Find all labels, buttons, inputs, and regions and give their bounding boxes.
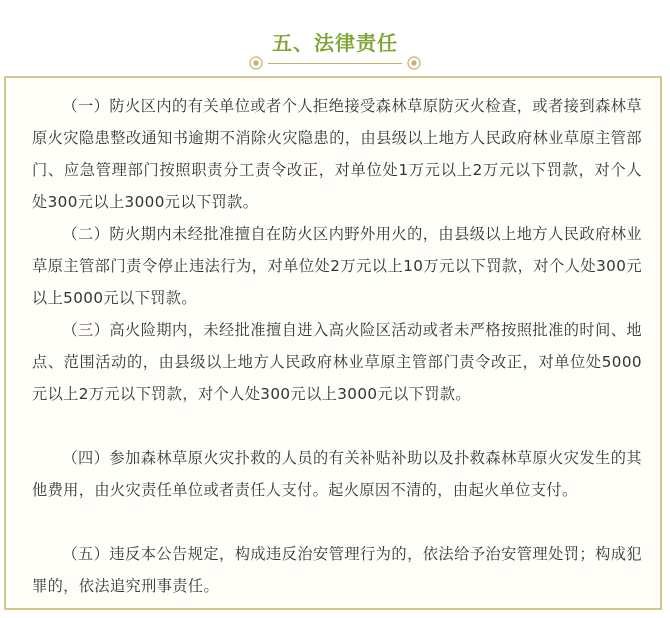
- content-panel: [4, 76, 662, 610]
- paragraph-4: （四）参加森林草原火灾扑救的人员的有关补贴补助以及扑救森林草原火灾发生的其他费用，由火灾责任单位或者责任人支付。起火原因不清的，由起火单位支付。: [32, 449, 642, 499]
- ornament-circle-right-icon: [407, 56, 421, 70]
- ornament-circle-left-icon: [249, 56, 263, 70]
- paragraph-2: （二）防火期内未经批准擅自在防火区内野外用火的，由县级以上地方人民政府林业草原主管部门责令停止违法行为，对单位处2万元以上10万元以下罚款，对个人处300元以上5000元以下罚款。: [32, 225, 642, 307]
- paragraph-1: （一）防火区内的有关单位或者个人拒绝接受森林草原防灭火检查，或者接到森林草原火灾隐患整改通知书逾期不消除火灾隐患的，由县级以上地方人民政府林业草原主管部门、应急管理部门按照职责分工责令改正，对单位处1万元以上2万元以下罚款，对个人处300元以上3000元以下罚款。: [32, 97, 642, 211]
- section-title: 五、法律责任: [272, 31, 398, 55]
- section-header: [0, 0, 670, 76]
- paragraph-5: （五）违反本公告规定，构成违反治安管理行为的，依法给予治安管理处罚；构成犯罪的，依法追究刑事责任。: [32, 545, 642, 595]
- title-divider-line: [268, 63, 402, 64]
- paragraph-3: （三）高火险期内，未经批准擅自进入高火险区活动或者未严格按照批准的时间、地点、范围活动的，由县级以上地方人民政府林业草原主管部门责令改正，对单位处5000元以上2万元以下罚款，对个人处300元以上3000元以下罚款。: [32, 321, 642, 403]
